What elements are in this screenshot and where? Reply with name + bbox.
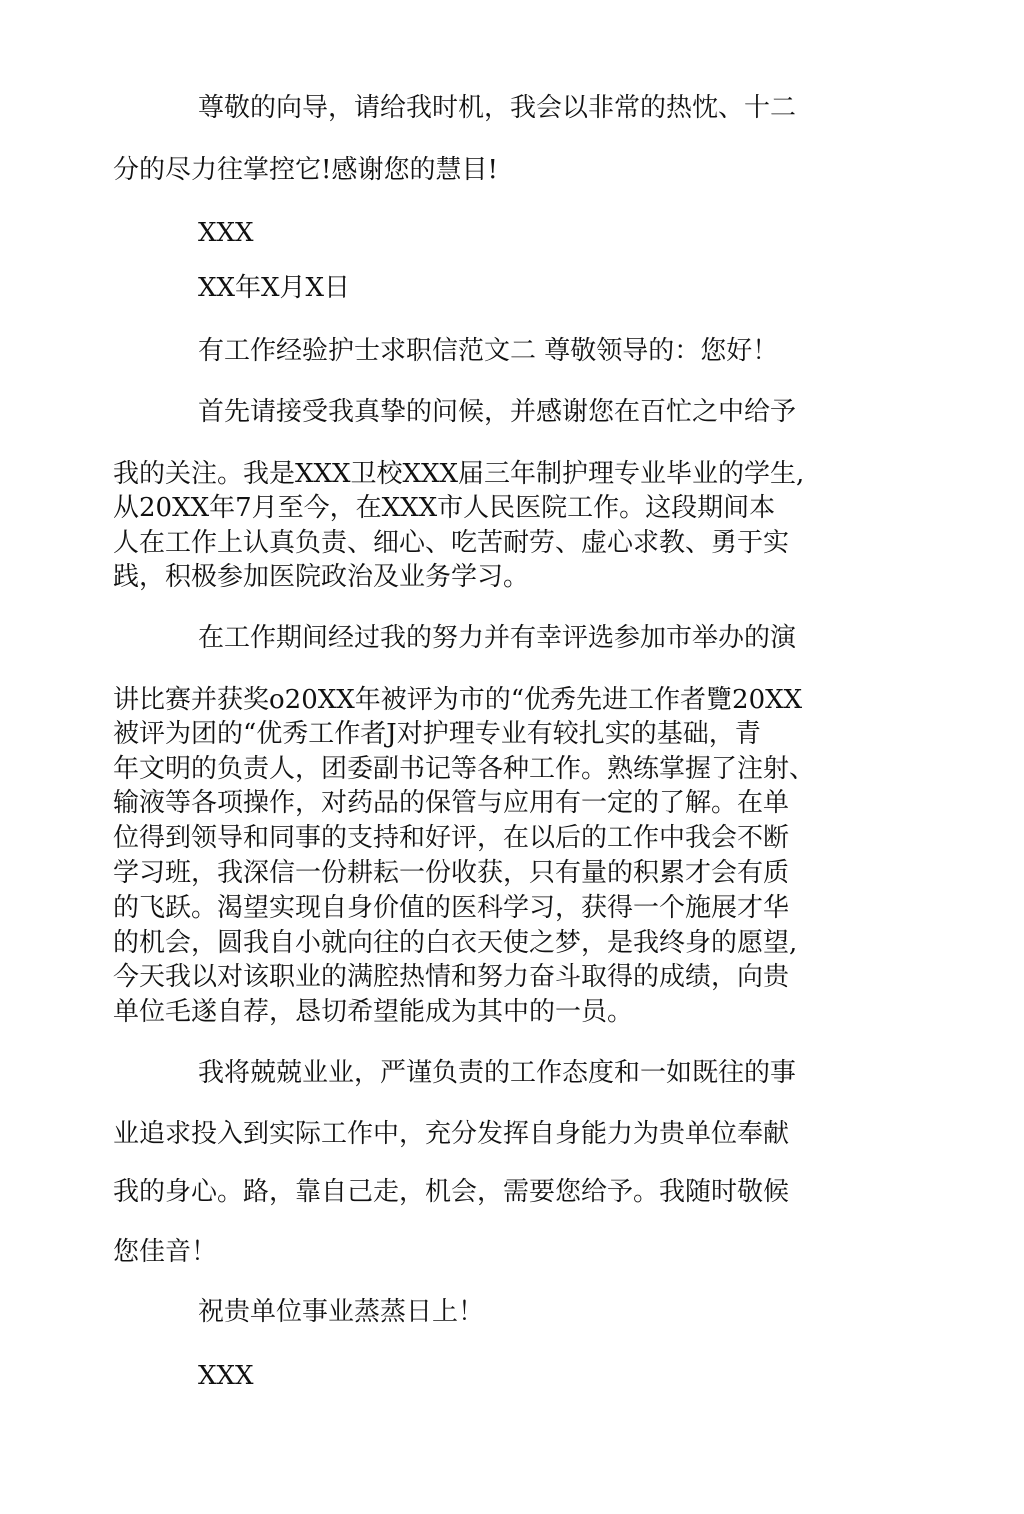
text-line: 在工作期间经过我的努力并有幸评选参加市举办的演 — [198, 623, 797, 653]
text-line: 年文明的负责人，团委副书记等各种工作。熟练掌握了注射、 — [113, 754, 816, 784]
text-line: 输液等各项操作，对药品的保管与应用有一定的了解。在单 — [113, 788, 790, 818]
text-line: 被评为团的“优秀工作者J对护理专业有较扎实的基础，青 — [113, 719, 761, 749]
text-line: 我的关注。我是XXX卫校XXX届三年制护理专业毕业的学生, — [113, 459, 805, 489]
text-line: 今天我以对该职业的满腔热情和努力奋斗取得的成绩，向贵 — [113, 962, 790, 992]
text-line: 祝贵单位事业蒸蒸日上！ — [198, 1297, 485, 1327]
text-line: 我的身心。路，靠自己走，机会，需要您给予。我随时敬候 — [113, 1177, 790, 1207]
text-line: 首先请接受我真挚的问候，并感谢您在百忙之中给予 — [198, 397, 797, 427]
text-line: 从20XX年7月至今，在XXX市人民医院工作。这段期间本 — [113, 493, 776, 523]
text-line: 尊敬的向导，请给我时机，我会以非常的热忱、十二 — [198, 93, 797, 123]
text-line: 学习班，我深信一份耕耘一份收获，只有量的积累才会有质 — [113, 858, 790, 888]
text-line: 分的尽力往掌控它!感谢您的慧目! — [113, 155, 498, 185]
text-line: 讲比赛并获奖o20XX年被评为市的“优秀先进工作者覽20XX — [113, 685, 803, 715]
text-line: 我将兢兢业业，严谨负责的工作态度和一如既往的事 — [198, 1058, 797, 1088]
text-line: 的机会，圆我自小就向往的白衣天使之梦，是我终身的愿望, — [113, 928, 798, 958]
text-line: XXX — [198, 218, 254, 248]
text-line: 业追求投入到实际工作中，充分发挥自身能力为贵单位奉献 — [113, 1119, 790, 1149]
text-line: 践，积极参加医院政治及业务学习。 — [113, 562, 530, 592]
text-line: 人在工作上认真负责、细心、吃苦耐劳、虚心求教、勇于实 — [113, 528, 790, 558]
text-line: 有工作经验护士求职信范文二 尊敬领导的：您好！ — [198, 336, 779, 366]
text-line: 单位毛遂自荐，恳切希望能成为其中的一员。 — [113, 997, 634, 1027]
text-line: XXX — [198, 1361, 254, 1391]
text-line: 位得到领导和同事的支持和好评，在以后的工作中我会不断 — [113, 823, 790, 853]
text-line: 的飞跃。渴望实现自身价值的医科学习，获得一个施展才华 — [113, 893, 790, 923]
text-line: 您佳音！ — [113, 1237, 218, 1267]
text-line: XX年X月X日 — [198, 273, 351, 303]
